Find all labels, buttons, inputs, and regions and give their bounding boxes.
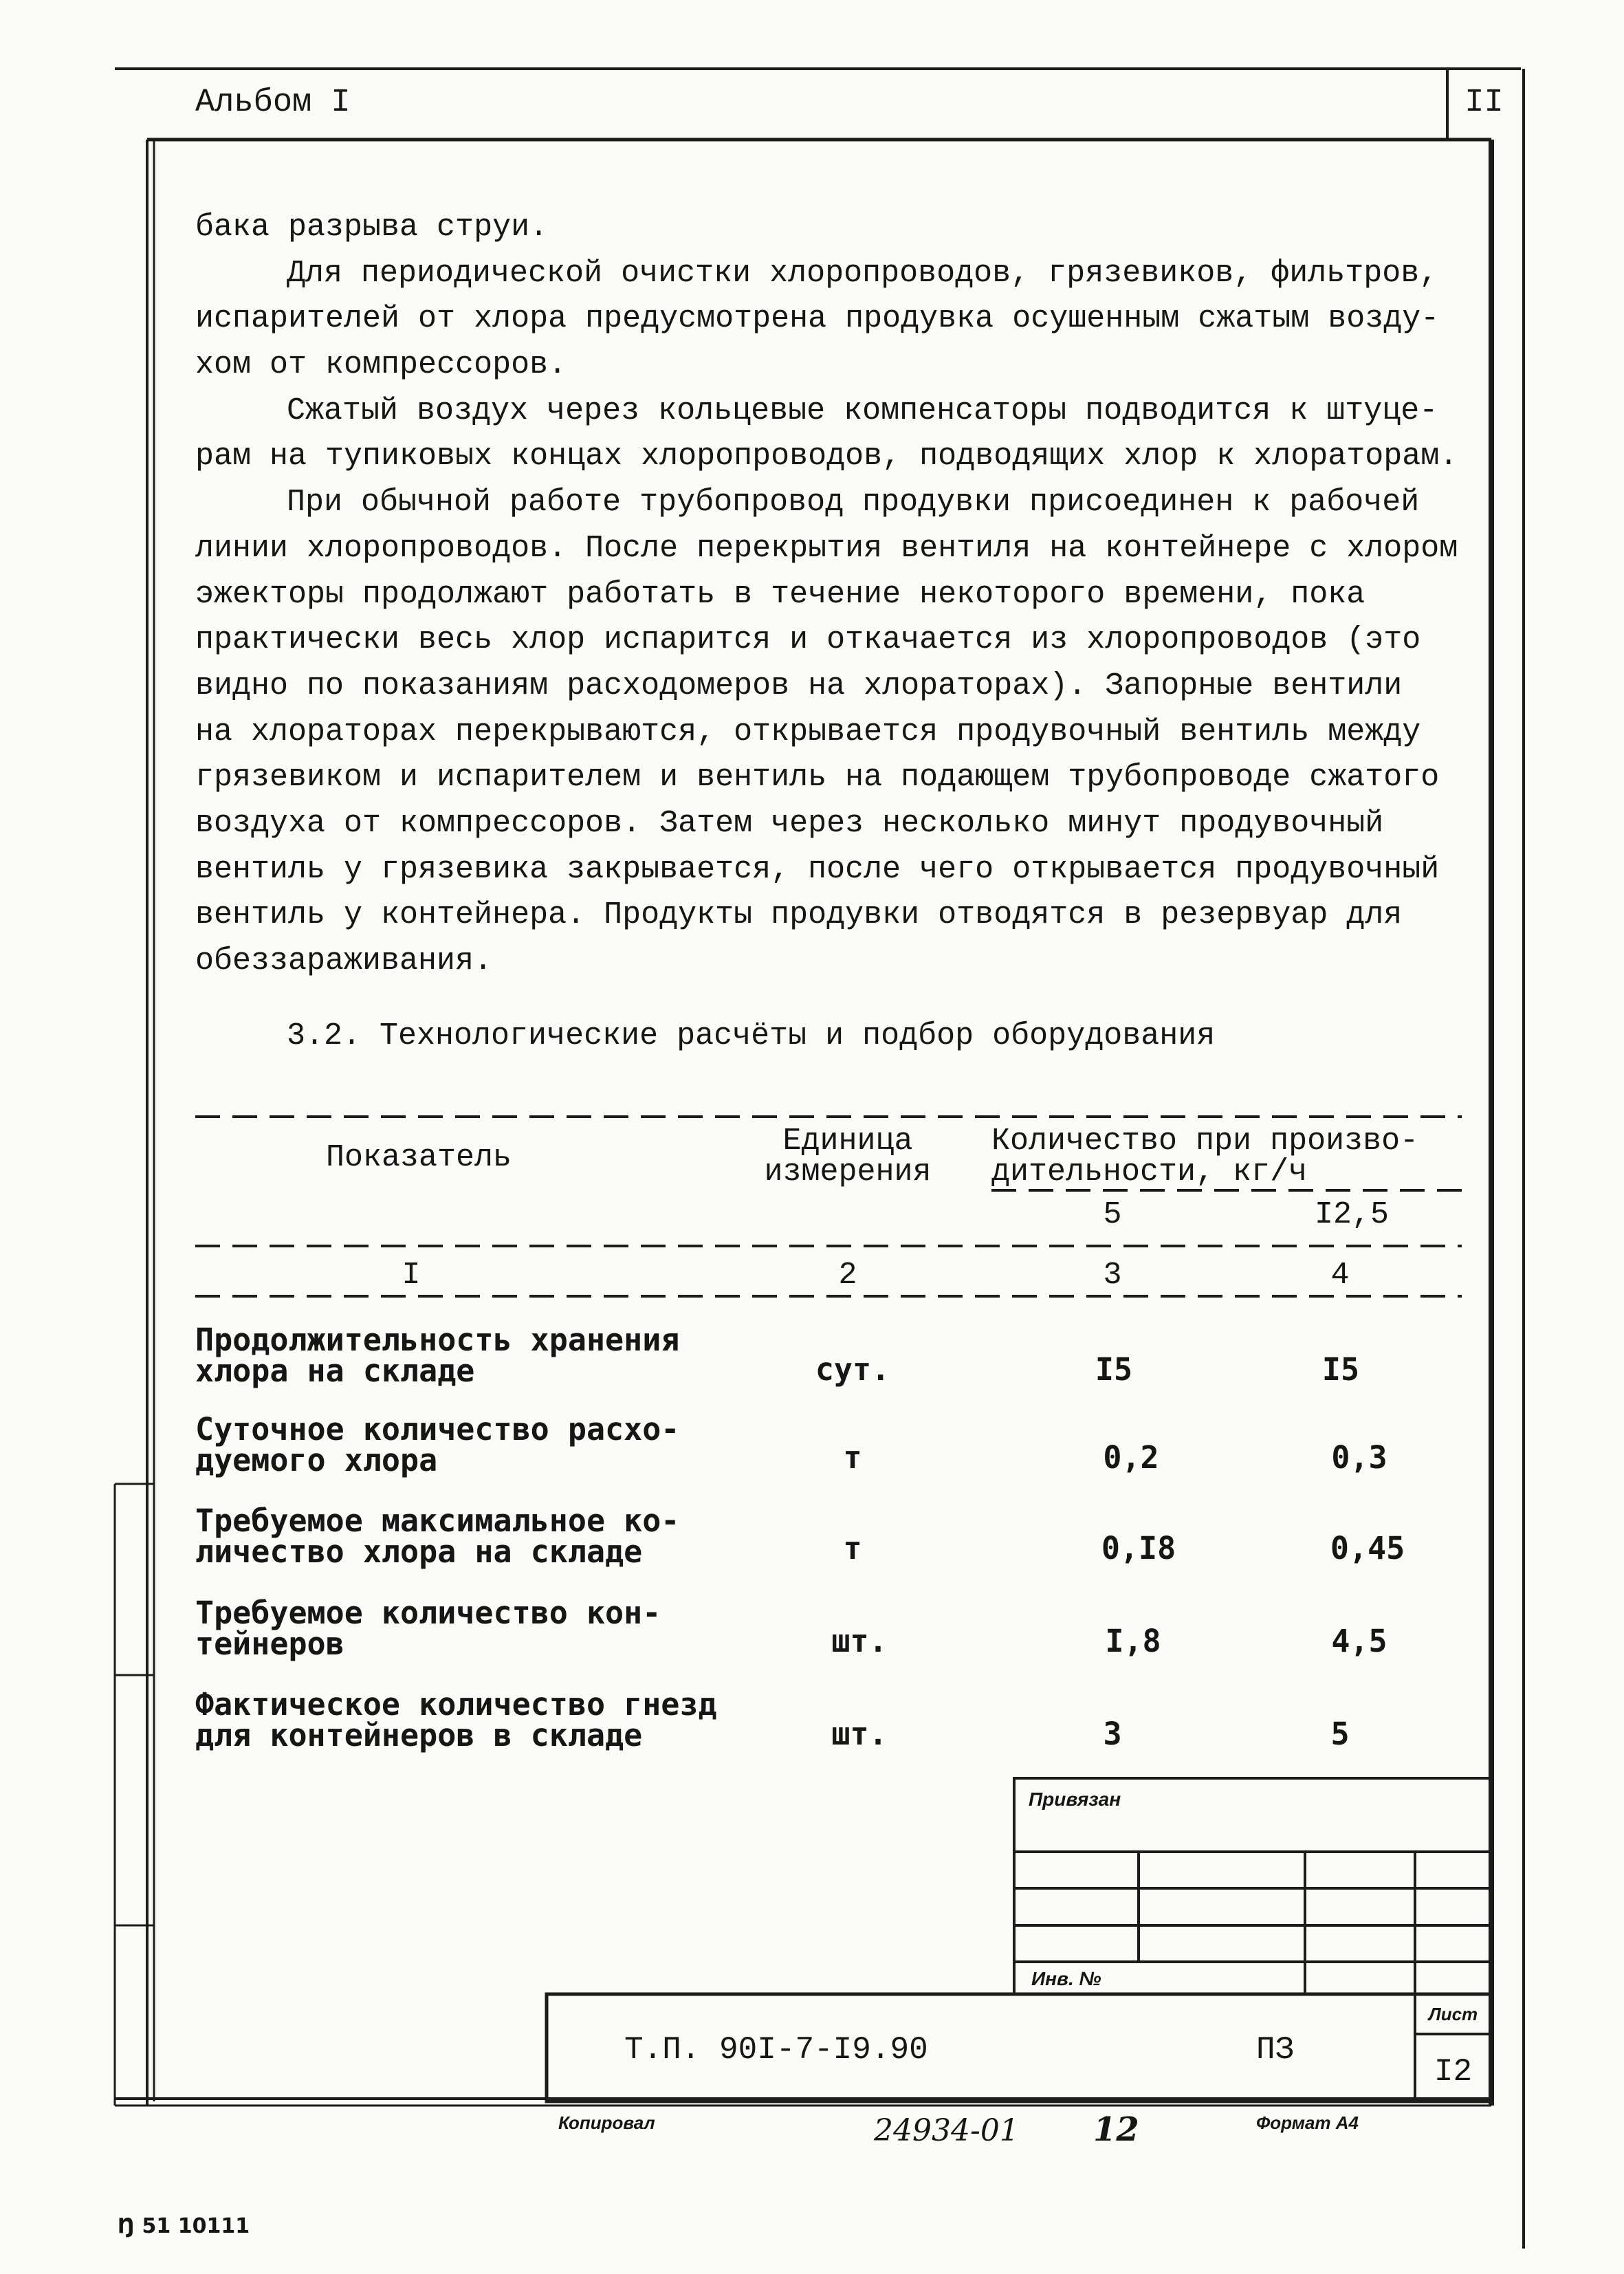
row-value-2: 0,45 bbox=[1330, 1530, 1405, 1566]
row-indicator-line1: Фактическое количество гнезд bbox=[195, 1686, 717, 1723]
body-line: на хлораторах перекрываются, открывается продувочный вентиль между bbox=[195, 714, 1421, 750]
body-line: Для периодической очистки хлоропроводов, грязевиков, фильтров, bbox=[287, 255, 1438, 291]
body-line: грязевиком и испарителем и вентиль на подающем трубопроводе сжатого bbox=[195, 760, 1440, 796]
print-mark: Ŋ 51 10111 bbox=[118, 2214, 250, 2238]
corner-sheet-number: II bbox=[1464, 85, 1504, 121]
row-value-1: 0,I8 bbox=[1101, 1530, 1176, 1566]
row-indicator-line2: личество хлора на складе bbox=[195, 1533, 643, 1570]
column-number: 3 bbox=[1103, 1258, 1122, 1293]
row-value-1: 3 bbox=[1103, 1716, 1122, 1752]
row-unit: сут. bbox=[815, 1351, 890, 1388]
header-indicator: Показатель bbox=[326, 1140, 512, 1175]
row-indicator-line2: тейнеров bbox=[195, 1626, 344, 1662]
body-line: При обычной работе трубопровод продувки присоединен к рабочей bbox=[287, 485, 1420, 521]
row-indicator-line1: Продолжительность хранения bbox=[195, 1322, 680, 1358]
row-unit: т bbox=[843, 1439, 862, 1476]
row-value-2: 5 bbox=[1330, 1716, 1350, 1752]
order-number: 24934-01 bbox=[874, 2113, 1019, 2148]
inventory-label: Инв. № bbox=[1031, 1968, 1101, 1989]
column-number: 4 bbox=[1330, 1258, 1350, 1293]
body-line: вентиль у контейнера. Продукты продувки отводятся в резервуар для bbox=[195, 897, 1403, 933]
body-line: Сжатый воздух через кольцевые компенсаторы подводится к штуце- bbox=[287, 393, 1438, 428]
header-capacity-1: 5 bbox=[1103, 1197, 1122, 1232]
header-unit-line1: Единица bbox=[782, 1124, 913, 1159]
row-value-2: 0,3 bbox=[1331, 1439, 1387, 1476]
row-indicator-line1: Требуемое количество кон- bbox=[195, 1595, 661, 1631]
album-label: Альбом I bbox=[195, 85, 351, 121]
body-line: рам на тупиковых концах хлоропроводов, подводящих хлор к хлораторам. bbox=[195, 439, 1458, 474]
page-number: 12 bbox=[1093, 2110, 1139, 2149]
row-indicator-line1: Требуемое максимальное ко- bbox=[195, 1502, 680, 1539]
row-value-1: I5 bbox=[1095, 1351, 1133, 1388]
row-value-2: 4,5 bbox=[1331, 1623, 1387, 1659]
header-unit-line2: измерения bbox=[764, 1155, 932, 1190]
header-quantity-line2: дительности, кг/ч bbox=[991, 1155, 1308, 1190]
row-unit: шт. bbox=[831, 1623, 888, 1659]
document-code: Т.П. 90I-7-I9.90 bbox=[624, 2032, 928, 2068]
format-label: Формат А4 bbox=[1256, 2112, 1359, 2133]
body-line: обеззараживания. bbox=[195, 943, 493, 979]
body-line: практически весь хлор испарится и откачается из хлоропроводов (это bbox=[195, 622, 1421, 658]
column-number: 2 bbox=[838, 1258, 857, 1293]
body-line: вентиль у грязевика закрывается, после чего открывается продувочный bbox=[195, 851, 1440, 887]
row-indicator-line2: для контейнеров в складе bbox=[195, 1717, 643, 1753]
row-value-1: 0,2 bbox=[1103, 1439, 1159, 1476]
body-line: эжекторы продолжают работать в течение некоторого времени, пока bbox=[195, 576, 1365, 612]
document-type: ПЗ bbox=[1256, 2032, 1295, 2068]
row-unit: шт. bbox=[831, 1716, 888, 1752]
section-heading: 3.2. Технологические расчёты и подбор оборудования bbox=[287, 1018, 1216, 1053]
row-value-1: I,8 bbox=[1105, 1623, 1161, 1659]
row-indicator-line2: дуемого хлора bbox=[195, 1442, 438, 1478]
linked-label: Привязан bbox=[1029, 1789, 1121, 1810]
copied-label: Копировал bbox=[558, 2112, 655, 2133]
body-line: испарителей от хлора предусмотрена продувка осушенным сжатым возду- bbox=[195, 301, 1440, 337]
sheet-label: Лист bbox=[1428, 2004, 1478, 2024]
row-unit: т bbox=[843, 1530, 862, 1566]
row-indicator-line1: Суточное количество расхо- bbox=[195, 1411, 680, 1447]
row-value-2: I5 bbox=[1321, 1351, 1360, 1388]
column-number: I bbox=[402, 1258, 421, 1293]
body-text bbox=[195, 205, 1458, 985]
header-quantity-line1: Количество при произво- bbox=[991, 1124, 1419, 1159]
body-line: видно по показаниям расходомеров на хлораторах). Запорные вентили bbox=[195, 668, 1403, 703]
body-line: бака разрыва струи. bbox=[195, 210, 549, 245]
body-line: воздуха от компрессоров. Затем через несколько минут продувочный bbox=[195, 805, 1384, 841]
body-line: хом от компрессоров. bbox=[195, 347, 567, 383]
row-indicator-line2: хлора на складе bbox=[195, 1353, 475, 1389]
header-capacity-2: I2,5 bbox=[1314, 1197, 1390, 1232]
sheet-number: I2 bbox=[1434, 2054, 1473, 2090]
body-line: линии хлоропроводов. После перекрытия вентиля на контейнере с хлором bbox=[195, 530, 1458, 566]
